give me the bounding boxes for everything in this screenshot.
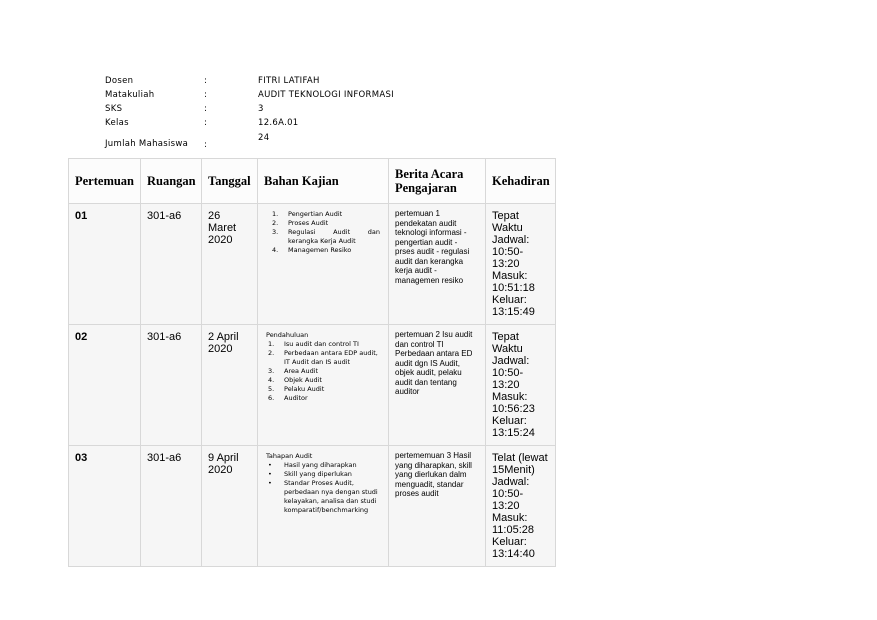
header-bahan-kajian: Bahan Kajian bbox=[258, 159, 389, 204]
info-separator: : bbox=[204, 76, 208, 86]
info-label: Kelas bbox=[105, 118, 129, 128]
list-item: 3. Regulasi Audit dan kerangka Kerja Audit bbox=[272, 228, 380, 245]
header-pertemuan: Pertemuan bbox=[69, 159, 141, 204]
kehadiran-keluar: Keluar: 13:15:24 bbox=[492, 415, 535, 439]
list-item: 4. Managemen Resiko bbox=[272, 246, 352, 254]
bahan-list bbox=[270, 210, 380, 255]
info-row-kelas bbox=[105, 118, 505, 130]
berita-acara-cell: pertememuan 3 Hasil yang diharapkan, skill yang dierlukan dalm menguadit, standar proses audit bbox=[395, 451, 472, 498]
info-value: AUDIT TEKNOLOGI INFORMASI bbox=[258, 90, 394, 100]
bahan-list bbox=[266, 461, 380, 515]
header-tanggal: Tanggal bbox=[202, 159, 258, 204]
pertemuan-cell: 01 bbox=[75, 210, 88, 222]
kehadiran-jadwal: Jadwal: 10:50-13:20 bbox=[492, 355, 530, 391]
pertemuan-cell: 02 bbox=[75, 331, 88, 343]
bahan-intro: Tahapan Audit bbox=[266, 452, 313, 460]
tanggal-cell: 26 Maret 2020 bbox=[208, 210, 237, 246]
info-row-matakuliah bbox=[105, 90, 505, 102]
kehadiran-jadwal: Jadwal: 10:50-13:20 bbox=[492, 476, 530, 512]
kehadiran-status: Tepat Waktu bbox=[492, 210, 523, 234]
info-separator: : bbox=[204, 104, 208, 114]
info-row-dosen bbox=[105, 76, 505, 88]
info-label: SKS bbox=[105, 104, 123, 114]
bahan-intro: Pendahuluan bbox=[266, 331, 309, 339]
kehadiran-status: Tepat Waktu bbox=[492, 331, 523, 355]
header-kehadiran: Kehadiran bbox=[486, 159, 556, 204]
berita-acara-cell: pertemuan 2 Isu audit dan control TI Perbedaan antara ED audit dgn IS Audit, objek audit, pelaku audit dan tentang auditor bbox=[395, 330, 473, 396]
pertemuan-cell: 03 bbox=[75, 452, 88, 464]
header-ruangan: Ruangan bbox=[141, 159, 202, 204]
header-berita-acara: Berita Acara Pengajaran bbox=[389, 159, 486, 204]
info-row-jumlah bbox=[105, 133, 505, 150]
table-header-row bbox=[69, 159, 556, 204]
info-label: Dosen bbox=[105, 76, 134, 86]
list-item: 3. Area Audit bbox=[268, 367, 319, 375]
table-row bbox=[69, 204, 556, 325]
info-separator: : bbox=[204, 118, 208, 128]
list-item: 1. Pengertian Audit bbox=[272, 210, 343, 218]
info-value: 24 bbox=[258, 133, 270, 143]
table-row bbox=[69, 446, 556, 567]
info-label: Jumlah Mahasiswa bbox=[105, 139, 189, 149]
info-value: 3 bbox=[258, 104, 264, 114]
table-row bbox=[69, 325, 556, 446]
bahan-kajian-cell bbox=[258, 446, 388, 519]
list-item: • Standar Proses Audit, perbedaan nya dengan studi kelayakan, analisa dan studi komparatif/benchmarking bbox=[268, 479, 378, 514]
kehadiran-jadwal: Jadwal: 10:50-13:20 bbox=[492, 234, 530, 270]
kehadiran-masuk: Masuk: 10:51:18 bbox=[492, 270, 535, 294]
list-item: 2. Perbedaan antara EDP audit, IT Audit dan IS audit bbox=[268, 349, 378, 366]
berita-acara-cell: pertemuan 1 pendekatan audit teknologi informasi - pengertian audit - prses audit - regulasi audit dan kerangka kerja audit - managemen resiko bbox=[395, 209, 470, 285]
tanggal-cell: 2 April 2020 bbox=[208, 331, 239, 355]
bahan-kajian-cell bbox=[258, 325, 388, 407]
tanggal-cell: 9 April 2020 bbox=[208, 452, 239, 476]
ruangan-cell: 301-a6 bbox=[147, 452, 182, 464]
ruangan-cell: 301-a6 bbox=[147, 331, 182, 343]
kehadiran-masuk: Masuk: 11:05:28 bbox=[492, 512, 535, 536]
attendance-table bbox=[68, 158, 556, 567]
info-value: 12.6A.01 bbox=[258, 118, 299, 128]
info-row-sks bbox=[105, 104, 505, 116]
list-item: 1. Isu audit dan control TI bbox=[268, 340, 359, 348]
list-item: 2. Proses Audit bbox=[272, 219, 329, 227]
kehadiran-masuk: Masuk: 10:56:23 bbox=[492, 391, 535, 415]
kehadiran-cell bbox=[486, 204, 555, 324]
kehadiran-cell bbox=[486, 446, 555, 566]
info-label: Matakuliah bbox=[105, 90, 155, 100]
list-item: • Skill yang diperlukan bbox=[268, 470, 352, 478]
bahan-list bbox=[266, 340, 380, 403]
kehadiran-cell bbox=[486, 325, 555, 445]
info-separator: : bbox=[204, 140, 208, 150]
info-value: FITRI LATIFAH bbox=[258, 76, 320, 86]
list-item: 6. Auditor bbox=[268, 394, 308, 402]
kehadiran-keluar: Keluar: 13:14:40 bbox=[492, 536, 535, 560]
bahan-kajian-cell bbox=[258, 204, 388, 259]
list-item: • Hasil yang diharapkan bbox=[268, 461, 357, 469]
kehadiran-keluar: Keluar: 13:15:49 bbox=[492, 294, 535, 318]
list-item: 4. Objek Audit bbox=[268, 376, 322, 384]
info-separator: : bbox=[204, 90, 208, 100]
list-item: 5. Pelaku Audit bbox=[268, 385, 325, 393]
kehadiran-status: Telat (lewat 15Menit) bbox=[492, 452, 548, 476]
ruangan-cell: 301-a6 bbox=[147, 210, 182, 222]
